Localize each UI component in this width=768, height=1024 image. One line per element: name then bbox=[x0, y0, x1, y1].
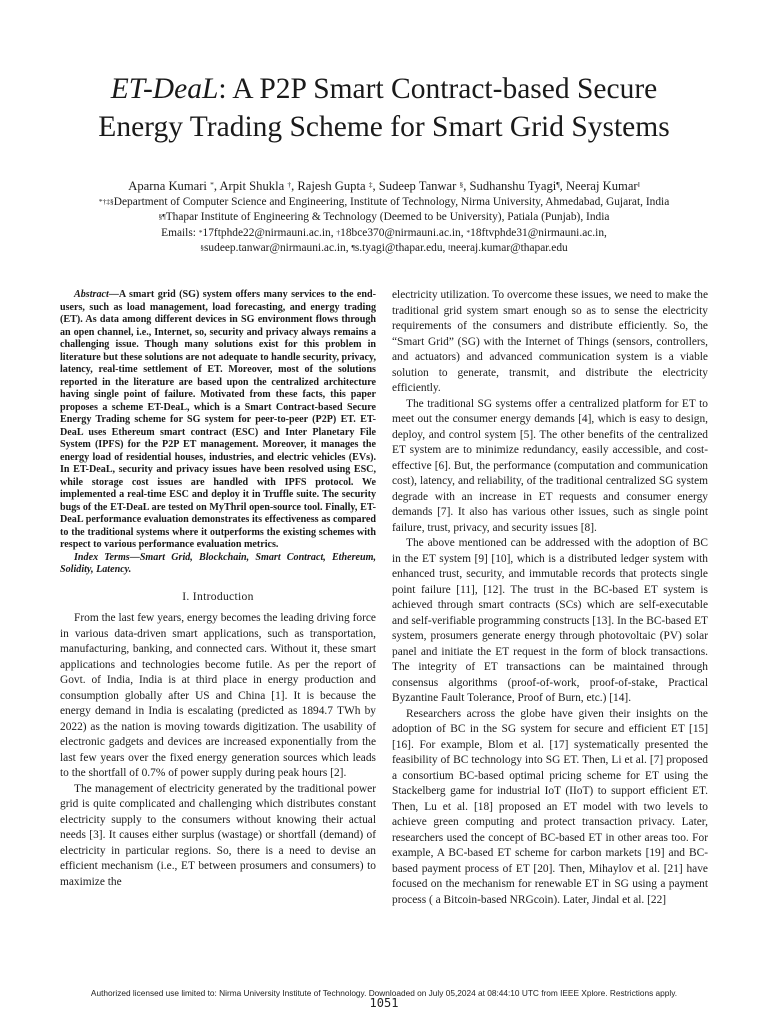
index-terms-label: Index Terms bbox=[74, 551, 130, 563]
email-mark: § bbox=[200, 243, 204, 252]
abstract-text: —A smart grid (SG) system offers many services to the end-users, such as load management, load forecasting, and energy trading (ET). As data among different devices in SG environment flows through an open channel, i.e., Internet, so, security and privacy always remains a challenging issue. Though many solutions exist for this problem in literature but these solutions are not adequate to handle security, privacy, latency, real-time settlement of ET. Moreover, most of the solutions reported in the literature are based upon the centralized architecture having single point of failure. Motivated from these facts, this paper proposes a scheme ET-DeaL, which is a Smart Contract-based Secure Energy Trading scheme for SG system for peer-to-peer (P2P) ET. ET-DeaL uses Ethereum smart contract (ESC) and Inter Planetary File System (IPFS) for the P2P ET management. Moreover, it manages the energy load of residential houses, industries, and electric vehicles (EVs). In ET-DeaL, security and privacy issues have been resolved using ESC, while storage cost issues are handled with IPFS protocol. We implemented a real-time ESC and deploy it in Truffle suite. The security bugs of the ET-DeaL are tested on MyThril open-source tool. Finally, ET-DeaL performance evaluation demonstrates its effectiveness as compared to the traditional systems where it outperforms the existing schemes with respect to various performance evaluation metrics. bbox=[60, 289, 376, 550]
email-mark: † bbox=[336, 228, 341, 237]
emails-line-2 bbox=[30, 241, 738, 256]
author-3 bbox=[291, 179, 372, 193]
affiliation-2 bbox=[30, 210, 738, 225]
author-mark: † bbox=[287, 180, 292, 189]
affiliation-1-text: Department of Computer Science and Engineering, Institute of Technology, Nirma University, Ahmedabad, Gujarat, India bbox=[113, 196, 670, 208]
intro-paragraph-2: The management of electricity generated by the traditional power grid is quite complicated and challenging which distributes constant electricity supply to the consumers without knowing their actual needs [3]. It causes either surplus (wastage) or shortfall (demand) of electricity in particular regions. So, there is a need to devise an efficient mechanism (i.e., ET between prosumers and consumers) to maximize the bbox=[60, 782, 376, 888]
email-5: s.tyagi@thapar.edu, bbox=[354, 242, 449, 254]
author-mark: ‡ bbox=[368, 180, 373, 189]
author-name: , Sudhanshu Tyagi bbox=[463, 179, 557, 193]
email-mark: * bbox=[198, 228, 203, 237]
right-paragraph-1: electricity utilization. To overcome these issues, we need to make the traditional grid system smart enough so as to sense the electricity requirements of the consumers and distribute efficiently. So, the “Smart Grid” (SG) with the Internet of Things (sensors, controllers, and actuators) and advanced communication system is a viable solution to generate, transmit, and distribute the electricity efficiently. bbox=[392, 289, 708, 394]
title-line-1 bbox=[40, 70, 728, 108]
index-terms-text: —Smart Grid, Blockchain, Smart Contract, Ethereum, Solidity, Latency. bbox=[60, 551, 376, 575]
title-italic: ET-DeaL bbox=[110, 73, 219, 105]
email-3: 18ftvphde31@nirmauni.ac.in, bbox=[470, 227, 607, 239]
author-name: , Neeraj Kumar bbox=[559, 179, 638, 193]
author-mark: * bbox=[210, 180, 214, 189]
author-1 bbox=[128, 179, 214, 193]
email-mark: ¶ bbox=[351, 243, 355, 252]
section-heading: I. Introduction bbox=[182, 589, 254, 603]
email-mark: * bbox=[466, 228, 471, 237]
affiliation-2-marks: §¶ bbox=[158, 212, 166, 221]
author-mark: ‖ bbox=[637, 180, 640, 189]
author-name: , Rajesh Gupta bbox=[291, 179, 369, 193]
email-1: 17ftphde22@nirmauni.ac.in, bbox=[202, 227, 337, 239]
right-column bbox=[392, 288, 708, 908]
right-paragraph-4: Researchers across the globe have given their insights on the adoption of BC in the SG system for secure and efficient ET [15] [16]. For example, Blom et al. [17] systematically presented the feasibility of BC technology into SG ET. Then, Li et al. [7] proposed a consortium BC-based optimal pricing scheme for ET using the Stackelberg game for industrial IoT (IIoT) to support efficient ET. Then, Lu et al. [18] proposed an ET model with two levels to achieve green computing and protect transaction privacy. Later, researchers used the concept of BC-based ET in other areas too. For example, A BC-based ET scheme for carbon markets [19] and BC-based payment process of ET [20]. Then, Mihaylov et al. [21] have focused on the mechanism for renewable ET in SG using a payment process ( a Bitcoin-based NRGcoin). Later, Jindal et al. [22] bbox=[392, 707, 708, 906]
author-6 bbox=[560, 179, 640, 193]
abstract bbox=[60, 289, 376, 552]
author-name: Aparna Kumari bbox=[128, 179, 211, 193]
affiliation-1-marks: *†‡§ bbox=[98, 197, 114, 206]
emails-line-1 bbox=[30, 226, 738, 241]
author-5 bbox=[463, 179, 559, 193]
title-line-1-rest: : A P2P Smart Contract-based Secure bbox=[218, 73, 658, 105]
license-footer: Authorized licensed use limited to: Nirma University Institute of Technology. Downloaded on July 05,2024 at 08:44:10 UTC from IEEE Xplore. Restrictions apply. bbox=[90, 988, 678, 998]
author-name: , Sudeep Tanwar bbox=[372, 179, 460, 193]
email-mark: ‖ bbox=[448, 243, 451, 252]
email-2: 18bce370@nirmauni.ac.in, bbox=[340, 227, 467, 239]
left-column bbox=[60, 289, 376, 890]
author-list bbox=[30, 178, 738, 194]
author-mark: ¶ bbox=[556, 180, 560, 189]
affiliation-1 bbox=[30, 195, 738, 210]
right-paragraph-2: The traditional SG systems offer a centralized platform for ET to meet out the consumer energy demands [4], which is easy to design, deploy, and control system [5]. The other benefits of the centralized ET system are to minimize redundancy, easily accessible, and cost-effective [6]. But, the performance (computation and communication cost), latency, and reliability, of the traditional centralized SG system degrade with an increase in ET requests and consumer energy demands [7]. It also has various other issues, such as single point failure, trust, privacy, and security issues [8]. bbox=[392, 397, 708, 534]
affiliation-2-text: Thapar Institute of Engineering & Technology (Deemed to be University), Patiala (Punjab), India bbox=[165, 211, 610, 223]
abstract-label: Abstract bbox=[74, 289, 109, 300]
paper-title bbox=[40, 70, 728, 146]
author-name: , Arpit Shukla bbox=[213, 179, 288, 193]
email-4: sudeep.tanwar@nirmauni.ac.in, bbox=[204, 242, 352, 254]
right-paragraph-3: The above mentioned can be addressed with the adoption of BC in the ET system [9] [10], which is a distributed ledger system with enhanced trust, security, and immutable records that protects single point failure [11], [12]. The trust in the BC-based ET system is achieved through smart contracts (SCs) which are self-executable and self-verifiable programming constructs [13]. In the BC-based ET system, prosumers generate energy through photovoltaic (PV) solar panel and initiate the ET request in the form of block transactions. The integrity of ET transactions can be maintained through consensus algorithms (proof-of-work, proof-of-stake, Practical Byzantine Fault Tolerance, Proof of Burn, etc.) [14]. bbox=[392, 537, 708, 704]
title-line-2: Energy Trading Scheme for Smart Grid Systems bbox=[98, 111, 670, 143]
page-number: 1051 bbox=[369, 996, 399, 1010]
author-2 bbox=[214, 179, 291, 193]
author-4 bbox=[372, 179, 463, 193]
emails-label: Emails: bbox=[161, 227, 199, 239]
email-6: neeraj.kumar@thapar.edu bbox=[450, 242, 568, 254]
intro-paragraph-1: From the last few years, energy becomes the leading driving force in various data-driven smart applications, such as transportation, manufacturing, banking, and connected cars. Without it, these smart applications and technologies become futile. As per the report of Govt. of India, India is at third place in energy production and consumption globally after US and China [1]. It is because the energy demand in India is escalating (predicted as 1894.7 TWh by 2022) as the nation is moving towards digitization. The usability of electronic gadgets and devices are increased exponentially from the last few years over the fixed energy generation sources which leads to the shortfall of 0.7% of power supply during peak hours [2]. bbox=[60, 612, 376, 779]
index-terms bbox=[60, 552, 376, 577]
author-mark: § bbox=[459, 180, 464, 189]
